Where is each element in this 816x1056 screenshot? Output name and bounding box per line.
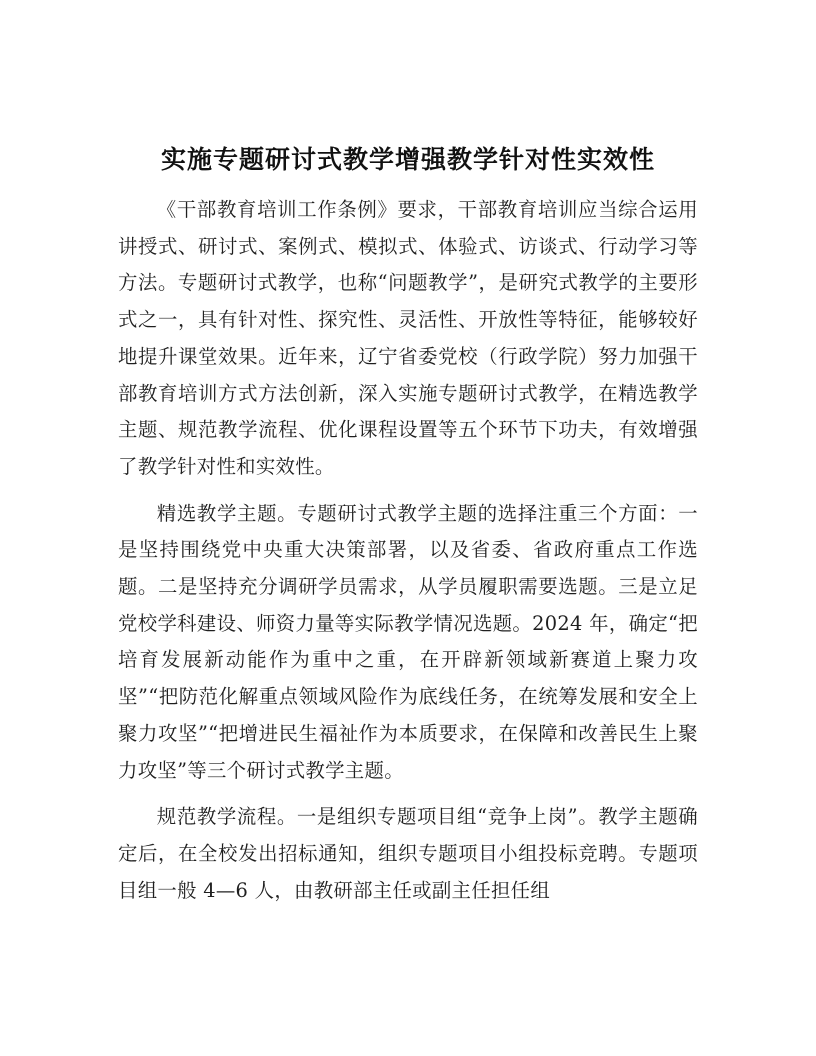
paragraph-intro: 《干部教育培训工作条例》要求，干部教育培训应当综合运用讲授式、研讨式、案例式、模拟式、体验式、访谈式、行动学习等方法。专题研讨式教学，也称“问题教学”，是研究式教学的主要形式之一，具有针对性、探究性、灵活性、开放性等特征，能够较好地提升课堂效果。近年来，辽宁省委党校（行政学院）努力加强干部教育培训方式方法创新，深入实施专题研讨式教学，在精选教学主题、规范教学流程、优化课程设置等五个环节下功夫，有效增强了教学针对性和实效性。 — [118, 198, 698, 478]
paragraph-select-topics: 精选教学主题。专题研讨式教学主题的选择注重三个方面：一是坚持围绕党中央重大决策部署，以及省委、省政府重点工作选题。二是坚持充分调研学员需求，从学员履职需要选题。三是立足党校学科建设、师资力量等实际教学情况选题。2024 年，确定“把培育发展新动能作为重中之重，在开辟新领域新赛道上聚力攻坚”“把防范化解重点领域风险作为底线任务，在统筹发展和安全上聚力攻坚”“把增进民生福祉作为本质要求，在保障和改善民生上聚力攻坚”等三个研讨式教学主题。 — [118, 501, 698, 782]
document-title: 实施专题研讨式教学增强教学针对性实效性 — [160, 145, 655, 174]
paragraph-standardize-process: 规范教学流程。一是组织专题项目组“竞争上岗”。教学主题确定后，在全校发出招标通知，组织专题项目小组投标竞聘。专题项目组一般 4—6 人，由教研部主任或副主任担任组 — [118, 805, 698, 902]
document-body — [118, 192, 698, 909]
